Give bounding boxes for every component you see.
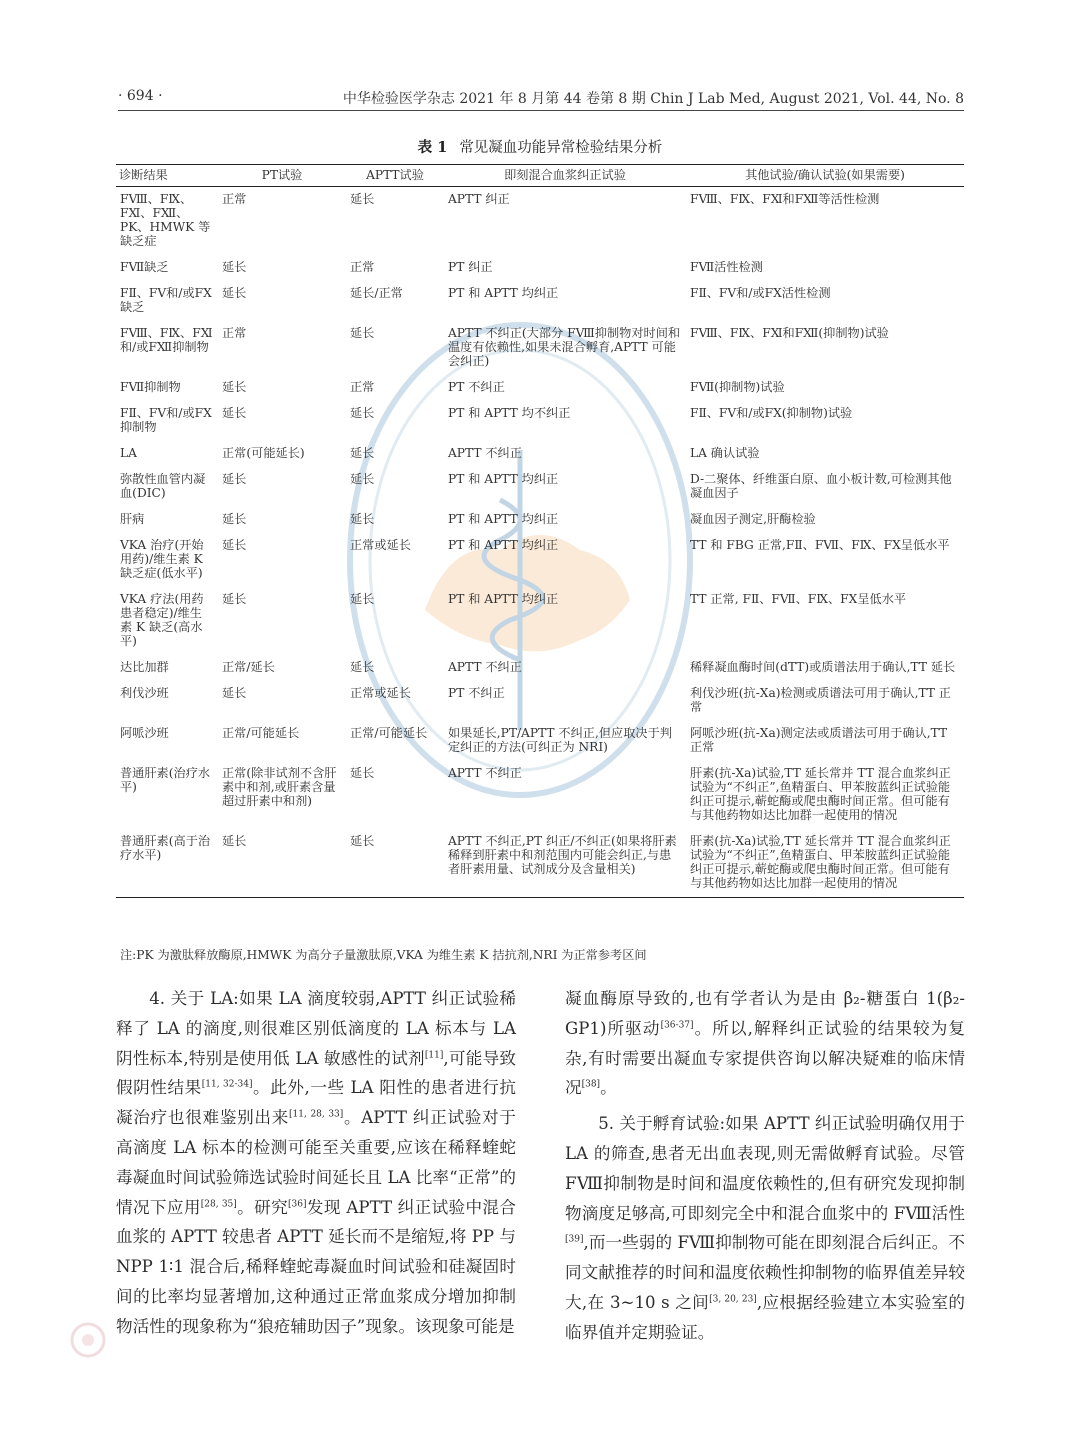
table-cell: 延长 xyxy=(350,660,375,674)
table-caption xyxy=(0,136,1080,157)
paragraph-incubation: 5. 关于孵育试验:如果 APTT 纠正试验明确仅用于 LA 的筛查,患者无出血表现,则无需做孵育试验。尽管 FⅧ抑制物是时间和温度依赖性的,但有研究发现抑制物滴度足够高,可即刻完全中和混合血浆中的 FⅧ活性[39],而一些弱的 FⅧ抑制物可能在即刻混合后纠正。不同文献推荐的时间和温度依赖性抑制物的临界值差异较大,在 3~10 s 之间[3, 20, 23],应根据经验建立本实验室的临界值并定期验证。 xyxy=(565,1114,965,1342)
table-cell: D-二聚体、纤维蛋白原、血小板计数,可检测其他凝血因子 xyxy=(690,472,952,500)
table-cell: FⅧ、FⅨ、FⅪ和FⅫ(抑制物)试验 xyxy=(690,326,889,340)
table-cell: 正常或延长 xyxy=(350,686,411,700)
table-cell: 延长 xyxy=(222,472,247,486)
page-number: · 694 · xyxy=(118,88,163,104)
flower-logo-icon xyxy=(68,1320,108,1360)
table-cell: 延长 xyxy=(350,766,375,780)
column-header: PT试验 xyxy=(218,165,346,187)
column-header: 其他试验/确认试验(如果需要) xyxy=(686,165,964,187)
table-cell: 肝病 xyxy=(120,512,145,526)
table-cell: 阿哌沙班(抗-Xa)测定法或质谱法可用于确认,TT 正常 xyxy=(690,726,948,754)
table-cell: PT 和 APTT 均纠正 xyxy=(448,538,559,552)
table-cell: 延长 xyxy=(222,592,247,606)
table-cell: 正常/可能延长 xyxy=(222,726,300,740)
table-row xyxy=(116,655,964,681)
table-cell: 延长 xyxy=(350,512,375,526)
table-cell: 正常/可能延长 xyxy=(350,726,428,740)
table-cell: 凝血因子测定,肝酶检验 xyxy=(690,512,816,526)
table-cell: TT 正常, FⅡ、FⅦ、FⅨ、FⅩ呈低水平 xyxy=(690,592,907,606)
table-cell: PT 不纠正 xyxy=(448,380,505,394)
table-cell: 延长 xyxy=(222,260,247,274)
table-cell: TT 和 FBG 正常,FⅡ、FⅦ、FⅨ、FⅩ呈低水平 xyxy=(690,538,950,552)
table-cell: 正常或延长 xyxy=(350,538,411,552)
table-row xyxy=(116,441,964,467)
table-cell: 弥散性血管内凝血(DIC) xyxy=(120,472,206,500)
citation: [11] xyxy=(424,1050,444,1061)
table-cell: FⅡ、FⅤ和/或FⅩ抑制物 xyxy=(120,406,212,434)
table-cell: 延长 xyxy=(222,406,247,420)
table-cell: 延长 xyxy=(346,829,444,898)
table-cell: PT 和 APTT 均纠正 xyxy=(448,592,559,606)
table-cell: FⅦ(抑制物)试验 xyxy=(690,380,785,394)
table-cell: FⅦ缺乏 xyxy=(120,260,169,274)
table-cell: 正常(可能延长) xyxy=(222,446,305,460)
table-cell: 普通肝素(治疗水平) xyxy=(120,766,211,794)
body-column-right xyxy=(565,984,965,1348)
footer-watermark-logo xyxy=(68,1320,488,1380)
table-cell: 延长 xyxy=(222,512,247,526)
citation: [3, 20, 23] xyxy=(709,1294,757,1305)
paragraph-la-continued: 凝血酶原导致的,也有学者认为是由 β₂-糖蛋白 1(β₂-GP1)所驱动[36-37]。所以,解释纠正试验的结果较为复杂,有时需要出凝血专家提供咨询以解决疑难的临床情况[38]。 xyxy=(565,989,965,1098)
table-cell: 延长 xyxy=(222,286,247,300)
table-cell: FⅡ、FⅤ和/或FⅩ(抑制物)试验 xyxy=(690,406,853,420)
table-cell: FⅦ抑制物 xyxy=(120,380,181,394)
table-row xyxy=(116,761,964,829)
table-cell: 肝素(抗-Xa)试验,TT 延长常并 TT 混合血浆纠正试验为“不纠正”,鱼精蛋白、甲苯胺蓝纠正试验能纠正可提示,蕲蛇酶或爬虫酶时间正常。但可能有与其他药物如达比加群一起使用的情况 xyxy=(690,766,951,822)
column-header: APTT试验 xyxy=(346,165,444,187)
table-cell: 正常 xyxy=(222,192,247,206)
table-row xyxy=(116,467,964,507)
table-label: 表 1 xyxy=(417,139,448,156)
table-cell: APTT 不纠正 xyxy=(448,660,522,674)
paragraph-la: 4. 关于 LA:如果 LA 滴度较弱,APTT 纠正试验稀释了 LA 的滴度,则很难区别低滴度的 LA 标本与 LA 阴性标本,特别是使用低 LA 敏感性的试剂[11],可能导致假阴性结果[11, 32-34]。此外,一些 LA 阳性的患者进行抗凝治疗也很难鉴别出来[11, 28, 33]。APTT 纠正试验对于高滴度 LA 标本的检测可能至关重要,应该在稀释蝰蛇毒凝血时间试验筛选试验时间延长且 LA 比率“正常”的情况下应用[28, 35]。研究[36]发现 APTT 纠正试验中混合血浆的 APTT 较患者 APTT 延长而不是缩短,将 PP 与 NPP 1∶1 混合后,稀释蝰蛇毒凝血时间试验和硅凝固时间的比率均显著增加,这种通过正常血浆成分增加抑制物活性的现象称为“狼疮辅助因子”现象。该现象可能是 xyxy=(116,989,517,1336)
table-cell: 延长 xyxy=(222,380,247,394)
table-cell: 正常 xyxy=(350,260,375,274)
table-cell: FⅧ、FⅨ、FⅪ、FⅫ、PK、HMWK 等缺乏症 xyxy=(120,192,211,248)
table-row xyxy=(116,375,964,401)
table-body xyxy=(116,187,964,898)
table-row xyxy=(116,187,964,256)
table-row xyxy=(116,681,964,721)
table-cell: 正常/延长 xyxy=(222,660,275,674)
citation: [39] xyxy=(565,1234,584,1245)
table-cell: FⅡ、FⅤ和/或FⅩ活性检测 xyxy=(690,286,831,300)
table-cell: 正常 xyxy=(350,380,375,394)
table-cell: VKA 治疗(开始用药)/维生素 K 缺乏症(低水平) xyxy=(120,538,204,580)
table-cell: PT 和 APTT 均纠正 xyxy=(448,512,559,526)
table-cell: 延长 xyxy=(350,592,375,606)
citation: [36] xyxy=(288,1199,307,1210)
table-cell: LA xyxy=(120,446,137,460)
table-header-row xyxy=(116,165,964,187)
citation: [28, 35] xyxy=(200,1199,237,1210)
coagulation-results-table xyxy=(116,164,964,898)
journal-citation: 中华检验医学杂志 2021 年 8 月第 44 卷第 8 期 Chin J Lab Med, August 2021, Vol. 44, No. 8 xyxy=(342,91,964,107)
table-row xyxy=(116,255,964,281)
table-cell: 如果延长,PT/APTT 不纠正,但应取决于判定纠正的方法(可纠正为 NRI) xyxy=(448,726,672,754)
table-row xyxy=(116,533,964,587)
column-header: 诊断结果 xyxy=(116,165,218,187)
table-row xyxy=(116,587,964,655)
table-cell: APTT 不纠正 xyxy=(448,446,522,460)
table-cell: 延长 xyxy=(350,406,375,420)
table-cell: VKA 疗法(用药患者稳定)/维生素 K 缺乏(高水平) xyxy=(120,592,204,648)
table-cell: PT 和 APTT 均不纠正 xyxy=(448,406,571,420)
citation: [11, 32-34] xyxy=(201,1079,253,1090)
citation: [38] xyxy=(581,1079,601,1090)
table-cell: APTT 不纠正 xyxy=(448,766,522,780)
table-row xyxy=(116,721,964,761)
table-cell: 普通肝素(高于治疗水平) xyxy=(116,829,218,898)
table-cell: 肝素(抗-Xa)试验,TT 延长常并 TT 混合血浆纠正试验为“不纠正”,鱼精蛋白、甲苯胺蓝纠正试验能纠正可提示,蕲蛇酶或爬虫酶时间正常。但可能有与其他药物如达比加群一起使用的情况 xyxy=(686,829,964,898)
table-row xyxy=(116,401,964,441)
citation: [36-37] xyxy=(660,1020,694,1031)
table-cell: 延长 xyxy=(222,538,247,552)
table-cell: APTT 不纠正,PT 纠正/不纠正(如果将肝素稀释到肝素中和剂范围内可能会纠正,与患者肝素用量、试剂成分及含量相关) xyxy=(444,829,686,898)
table-cell: PT 不纠正 xyxy=(448,686,505,700)
table-cell: 利伐沙班 xyxy=(120,686,169,700)
table-cell: FⅦ活性检测 xyxy=(690,260,763,274)
table-row xyxy=(116,321,964,375)
table-cell: 正常 xyxy=(222,326,247,340)
table-cell: 正常(除非试剂不含肝素中和剂,或肝素含量超过肝素中和剂) xyxy=(222,766,337,808)
table-cell: 阿哌沙班 xyxy=(120,726,169,740)
column-header: 即刻混合血浆纠正试验 xyxy=(444,165,686,187)
table-cell: APTT 不纠正(大部分 FⅧ抑制物对时间和温度有依赖性,如果未混合孵育,APTT 可能会纠正) xyxy=(448,326,681,368)
running-header xyxy=(118,84,964,111)
table-cell: 稀释凝血酶时间(dTT)或质谱法用于确认,TT 延长 xyxy=(690,660,956,674)
table-cell: 延长 xyxy=(350,326,375,340)
table-row xyxy=(116,507,964,533)
table-cell: FⅧ、FⅨ、FⅪ和FⅫ等活性检测 xyxy=(690,192,880,206)
table-cell: PT 和 APTT 均纠正 xyxy=(448,286,559,300)
table-cell: 延长 xyxy=(350,472,375,486)
table-cell: FⅧ、FⅨ、FⅪ和/或FⅫ抑制物 xyxy=(120,326,213,354)
citation: [11, 28, 33] xyxy=(289,1109,344,1120)
table-note: 注:PK 为激肽释放酶原,HMWK 为高分子量激肽原,VKA 为维生素 K 拮抗剂,NRI 为正常参考区间 xyxy=(120,948,647,962)
table-cell: PT 纠正 xyxy=(448,260,493,274)
table-cell: 达比加群 xyxy=(120,660,169,674)
table-cell: 延长 xyxy=(222,686,247,700)
table-cell: 延长/正常 xyxy=(350,286,403,300)
table-cell: FⅡ、FⅤ和/或FⅩ缺乏 xyxy=(120,286,212,314)
table-title: 常见凝血功能异常检验结果分析 xyxy=(459,140,663,156)
table-row xyxy=(116,829,964,898)
table-cell: 延长 xyxy=(350,192,375,206)
table-cell: 延长 xyxy=(218,829,346,898)
table-cell: LA 确认试验 xyxy=(690,446,760,460)
body-column-left xyxy=(116,984,516,1342)
table-row xyxy=(116,281,964,321)
table-cell: APTT 纠正 xyxy=(448,192,510,206)
table-cell: 延长 xyxy=(350,446,375,460)
table-cell: PT 和 APTT 均纠正 xyxy=(448,472,559,486)
table-cell: 利伐沙班(抗-Xa)检测或质谱法可用于确认,TT 正常 xyxy=(690,686,951,714)
